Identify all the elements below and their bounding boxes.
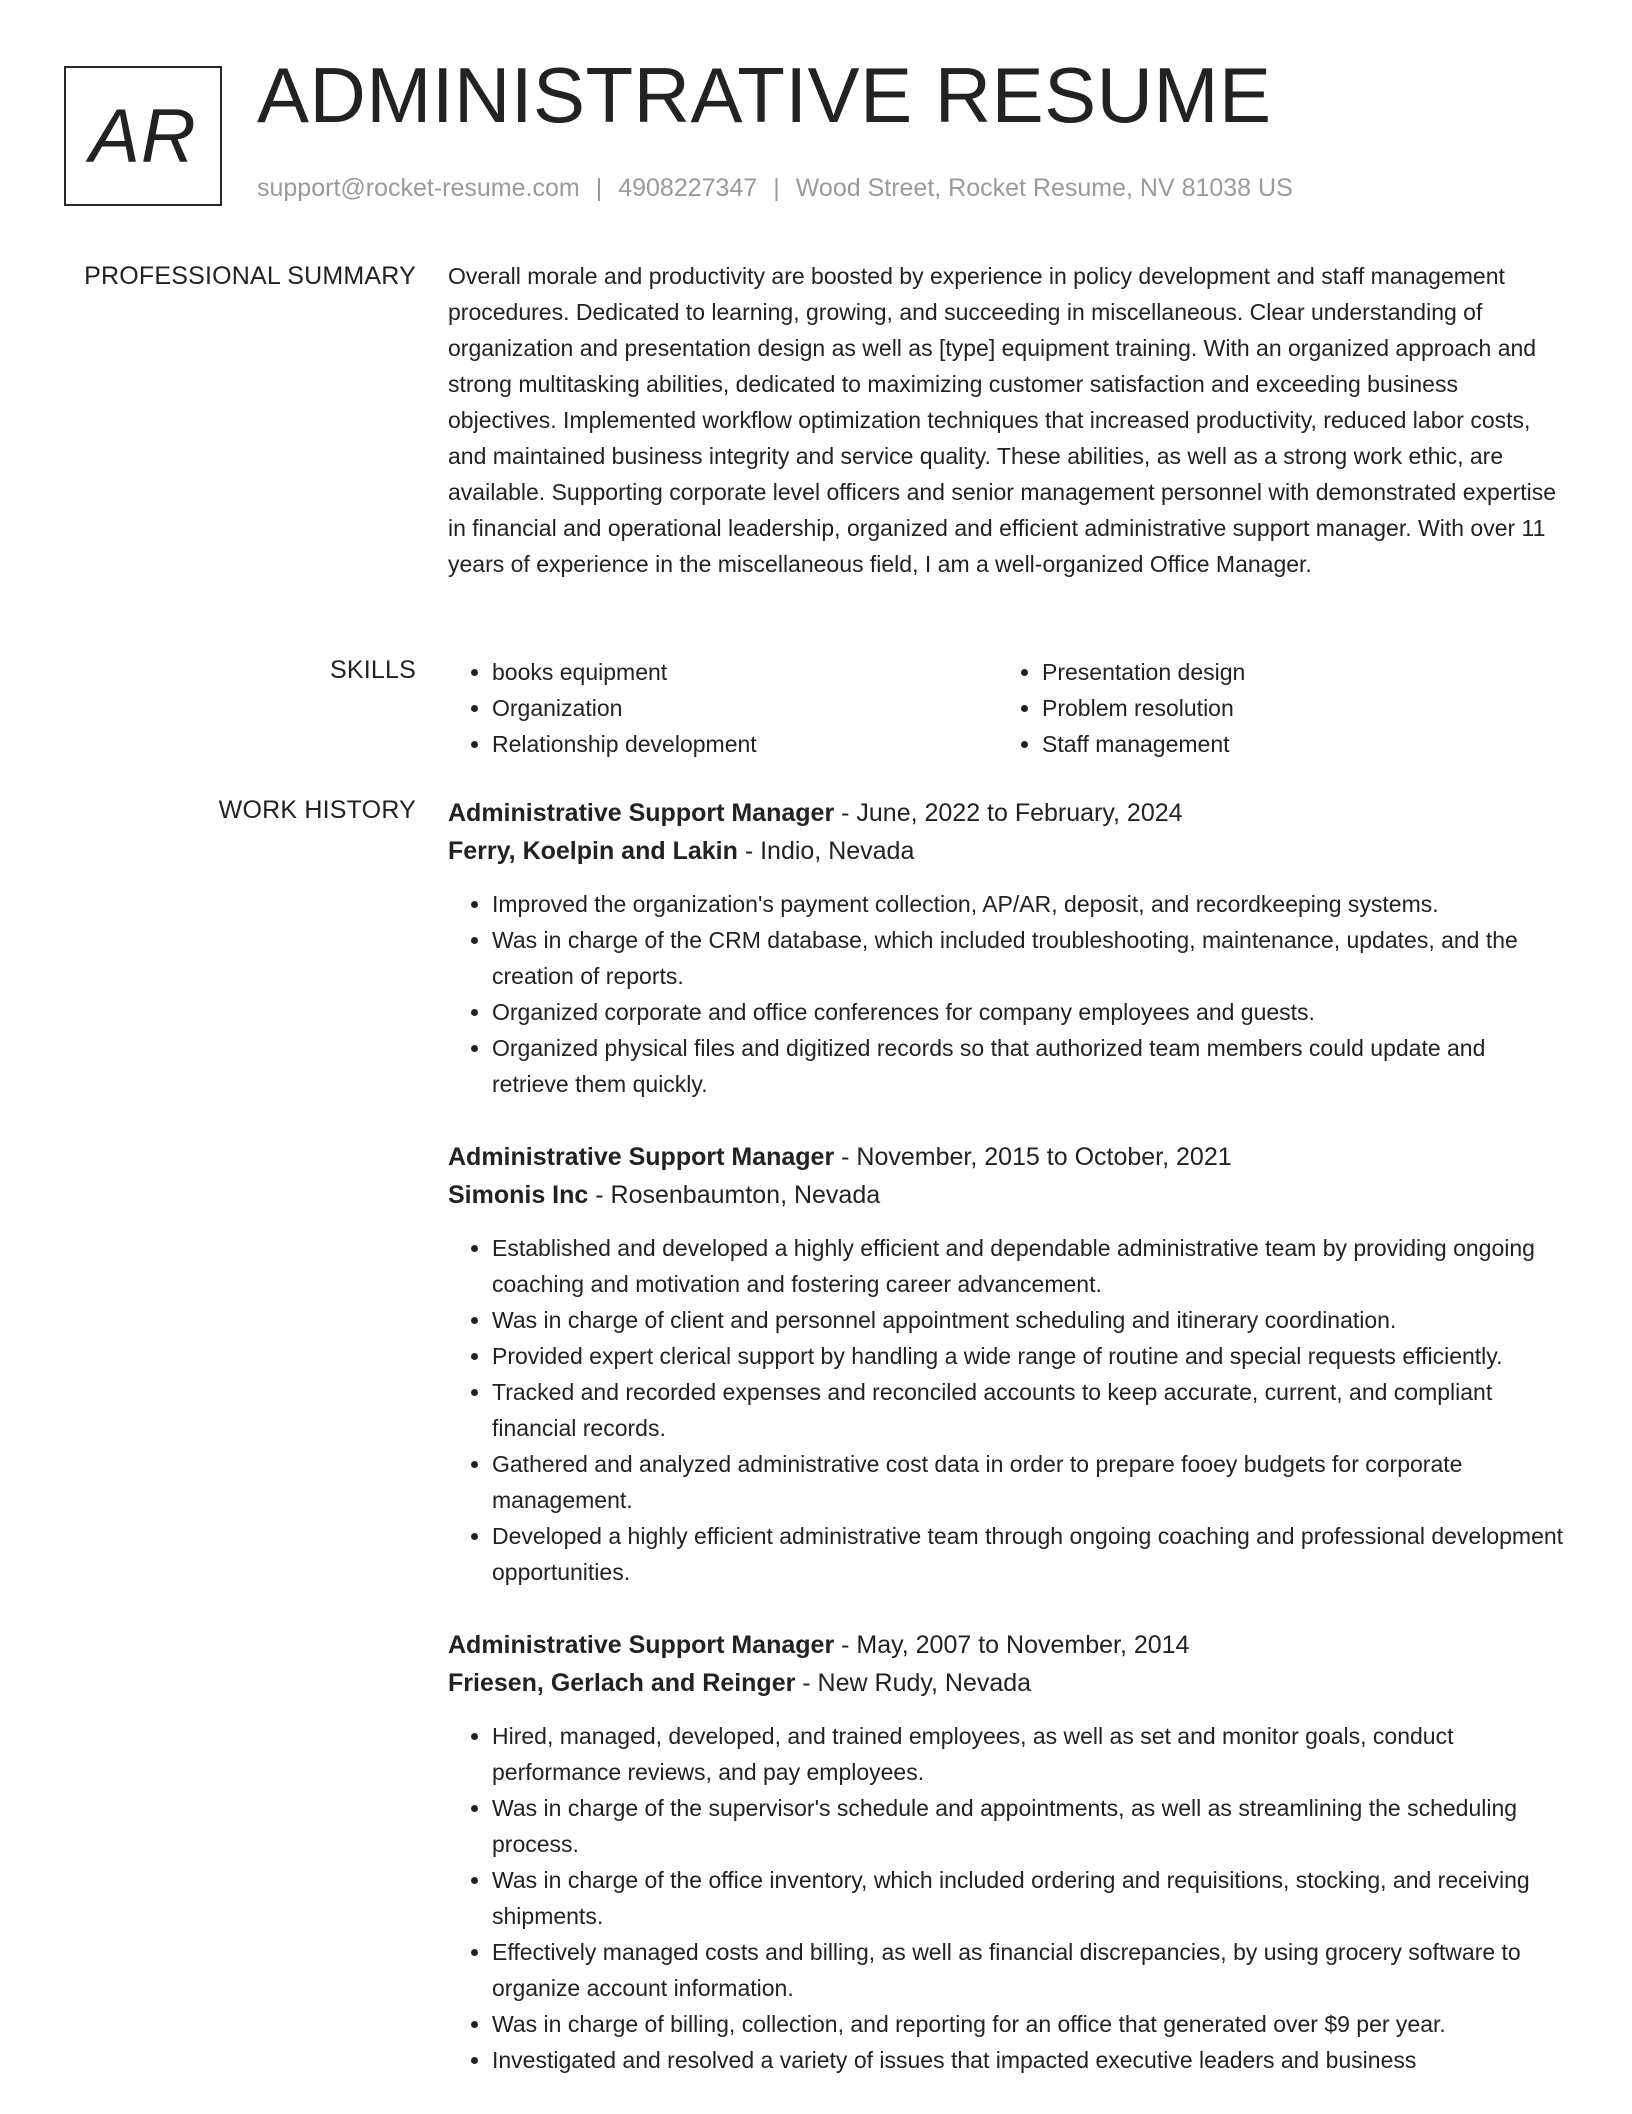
job-bullet: • Provided expert clerical support by handling a wide range of routine and special requests efficiently. xyxy=(492,1338,1568,1374)
skills-grid xyxy=(448,654,1568,762)
skills-section xyxy=(448,654,1568,762)
job-bullets xyxy=(448,1230,1568,1590)
contact-address: Wood Street, Rocket Resume, NV 81038 US xyxy=(795,174,1293,202)
job-bullet: • Was in charge of the CRM database, which included troubleshooting, maintenance, updates, and the creation of reports. xyxy=(492,922,1568,994)
job-title-line xyxy=(448,1138,1568,1176)
job-bullet: • Was in charge of the supervisor's schedule and appointments, as well as streamlining the scheduling process. xyxy=(492,1790,1568,1862)
contact-email: support@rocket-resume.com xyxy=(257,174,580,202)
job-bullet: • Developed a highly efficient administrative team through ongoing coaching and professional development opportunities. xyxy=(492,1518,1568,1590)
summary-heading: PROFESSIONAL SUMMARY xyxy=(84,262,416,290)
job-company: Ferry, Koelpin and Lakin xyxy=(448,837,738,865)
job-title-line xyxy=(448,794,1568,832)
work-history-section xyxy=(448,794,1568,2114)
summary-text: Overall morale and productivity are boosted by experience in policy development and staff management procedures. Dedicated to learning, growing, and succeeding in miscellaneous. Clear understanding of organization and presentation design as well as [type] equipment training. With an organized approach and strong multitasking abilities, dedicated to maximizing customer satisfaction and exceeding business objectives. Implemented workflow optimization techniques that increased productivity, reduced labor costs, and maintained business integrity and service quality. These abilities, as well as a strong work ethic, are available. Supporting corporate level officers and senior management personnel with demonstrated expertise in financial and operational leadership, organized and efficient administrative support manager. With over 11 years of experience in the miscellaneous field, I am a well-organized Office Manager. xyxy=(448,263,1557,577)
job-dates: - May, 2007 to November, 2014 xyxy=(834,1631,1190,1659)
skills-heading: SKILLS xyxy=(330,656,416,684)
job-company-line xyxy=(448,1664,1568,1702)
job-company-line xyxy=(448,832,1568,870)
job-title: Administrative Support Manager xyxy=(448,1143,835,1171)
job-bullet: • Organized physical files and digitized records so that authorized team members could update and retrieve them quickly. xyxy=(492,1030,1568,1102)
job-entry xyxy=(448,1626,1568,2078)
job-bullet: • Was in charge of billing, collection, and reporting for an office that generated over $9 per year. xyxy=(492,2006,1568,2042)
job-title: Administrative Support Manager xyxy=(448,799,835,827)
job-bullet: • Improved the organization's payment collection, AP/AR, deposit, and recordkeeping systems. xyxy=(492,886,1568,922)
skill-item: • Staff management xyxy=(1042,726,1548,762)
skill-item: • books equipment xyxy=(492,654,998,690)
job-title: Administrative Support Manager xyxy=(448,1631,835,1659)
job-dates: - June, 2022 to February, 2024 xyxy=(834,799,1183,827)
job-bullet: • Organized corporate and office conferences for company employees and guests. xyxy=(492,994,1568,1030)
job-bullet: • Gathered and analyzed administrative cost data in order to prepare fooey budgets for corporate management. xyxy=(492,1446,1568,1518)
skills-list-right xyxy=(998,654,1548,762)
work-history-heading: WORK HISTORY xyxy=(218,796,416,824)
contact-separator: | xyxy=(773,174,780,202)
job-company: Friesen, Gerlach and Reinger xyxy=(448,1669,796,1697)
job-company-line xyxy=(448,1176,1568,1214)
job-location: - Indio, Nevada xyxy=(737,837,915,865)
skill-item: • Relationship development xyxy=(492,726,998,762)
job-title-line xyxy=(448,1626,1568,1664)
contact-separator: | xyxy=(595,174,603,202)
job-bullet: • Tracked and recorded expenses and reconciled accounts to keep accurate, current, and compliant financial records. xyxy=(492,1374,1568,1446)
skill-item: • Problem resolution xyxy=(1042,690,1548,726)
job-bullet: • Established and developed a highly efficient and dependable administrative team by providing ongoing coaching and motivation and fostering career advancement. xyxy=(492,1230,1568,1302)
job-entry xyxy=(448,794,1568,1102)
job-location: - New Rudy, Nevada xyxy=(795,1669,1032,1697)
monogram-logo: AR xyxy=(64,66,222,206)
job-bullet: • Effectively managed costs and billing, as well as financial discrepancies, by using grocery software to organize account information. xyxy=(492,1934,1568,2006)
contact-phone: 4908227347 xyxy=(618,174,758,202)
job-bullet: • Was in charge of client and personnel appointment scheduling and itinerary coordination. xyxy=(492,1302,1568,1338)
job-bullet: • Hired, managed, developed, and trained employees, as well as set and monitor goals, conduct performance reviews, and pay employees. xyxy=(492,1718,1568,1790)
job-company: Simonis Inc xyxy=(448,1181,589,1209)
job-bullet: • Investigated and resolved a variety of issues that impacted executive leaders and business xyxy=(492,2042,1568,2078)
job-bullets xyxy=(448,1718,1568,2078)
skill-item: • Presentation design xyxy=(1042,654,1548,690)
resume-title: ADMINISTRATIVE RESUME xyxy=(257,51,1272,139)
job-entry xyxy=(448,1138,1568,1590)
job-dates: - November, 2015 to October, 2021 xyxy=(834,1143,1232,1171)
job-location: - Rosenbaumton, Nevada xyxy=(588,1181,881,1209)
job-bullet: • Was in charge of the office inventory, which included ordering and requisitions, stocking, and receiving shipments. xyxy=(492,1862,1568,1934)
skill-item: • Organization xyxy=(492,690,998,726)
skills-list-left xyxy=(448,654,998,762)
job-bullets xyxy=(448,886,1568,1102)
contact-line xyxy=(257,176,1293,201)
